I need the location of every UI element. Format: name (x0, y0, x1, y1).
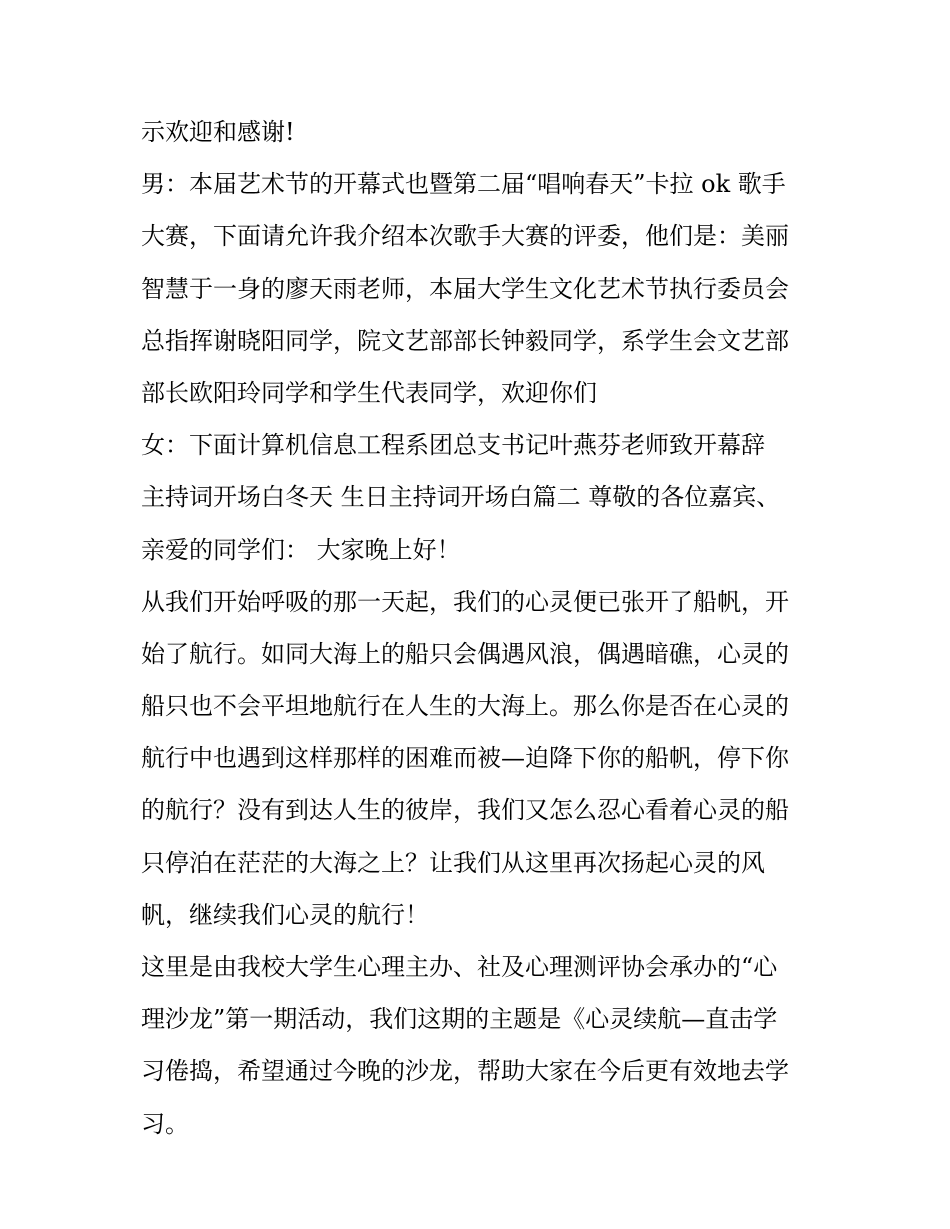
text-line: 示欢迎和感谢! (141, 118, 295, 146)
text-line: 总指挥谢晓阳同学，院文艺部部长钟毅同学，系学生会文艺部 (141, 326, 789, 355)
text-line: 帆，继续我们心灵的航行！ (141, 900, 429, 929)
text-line: 男：本届艺术节的开幕式也暨第二届“唱响春天”卡拉 ok 歌手 (141, 170, 786, 199)
document-body (141, 106, 821, 1150)
text-line: 航行中也遇到这样那样的困难而被—迫降下你的船帆，停下你 (141, 744, 789, 773)
text-line: 智慧于一身的廖天雨老师，本届大学生文化艺术节执行委员会 (141, 274, 789, 303)
text-line: 部长欧阳玲同学和学生代表同学，欢迎你们 (141, 378, 597, 407)
text-line: 船只也不会平坦地航行在人生的大海上。那么你是否在心灵的 (141, 692, 789, 721)
text-line: 只停泊在茫茫的大海之上？让我们从这里再次扬起心灵的风 (141, 848, 765, 877)
text-line: 始了航行。如同大海上的船只会偶遇风浪，偶遇暗礁，心灵的 (141, 639, 789, 668)
text-line: 大赛，下面请允许我介绍本次歌手大赛的评委，他们是：美丽 (141, 222, 789, 251)
text-line: 这里是由我校大学生心理主办、社及心理测评协会承办的“心 (141, 953, 778, 981)
text-line: 习。 (141, 1109, 189, 1138)
text-line: 的航行？没有到达人生的彼岸，我们又怎么忍心看着心灵的船 (141, 796, 789, 825)
text-line: 理沙龙”第一期活动，我们这期的主题是《心灵续航—直击学 (141, 1005, 778, 1034)
text-line: 女：下面计算机信息工程系团总支书记叶燕芬老师致开幕辞 (141, 431, 765, 460)
text-line: 从我们开始呼吸的那一天起，我们的心灵便已张开了船帆，开 (141, 587, 789, 616)
text-line: 主持词开场白冬天 生日主持词开场白篇二 尊敬的各位嘉宾、 (141, 483, 781, 512)
text-line: 习倦捣，希望通过今晚的沙龙，帮助大家在今后更有效地去学 (141, 1057, 789, 1086)
text-line: 亲爱的同学们： 大家晚上好！ (141, 535, 461, 564)
